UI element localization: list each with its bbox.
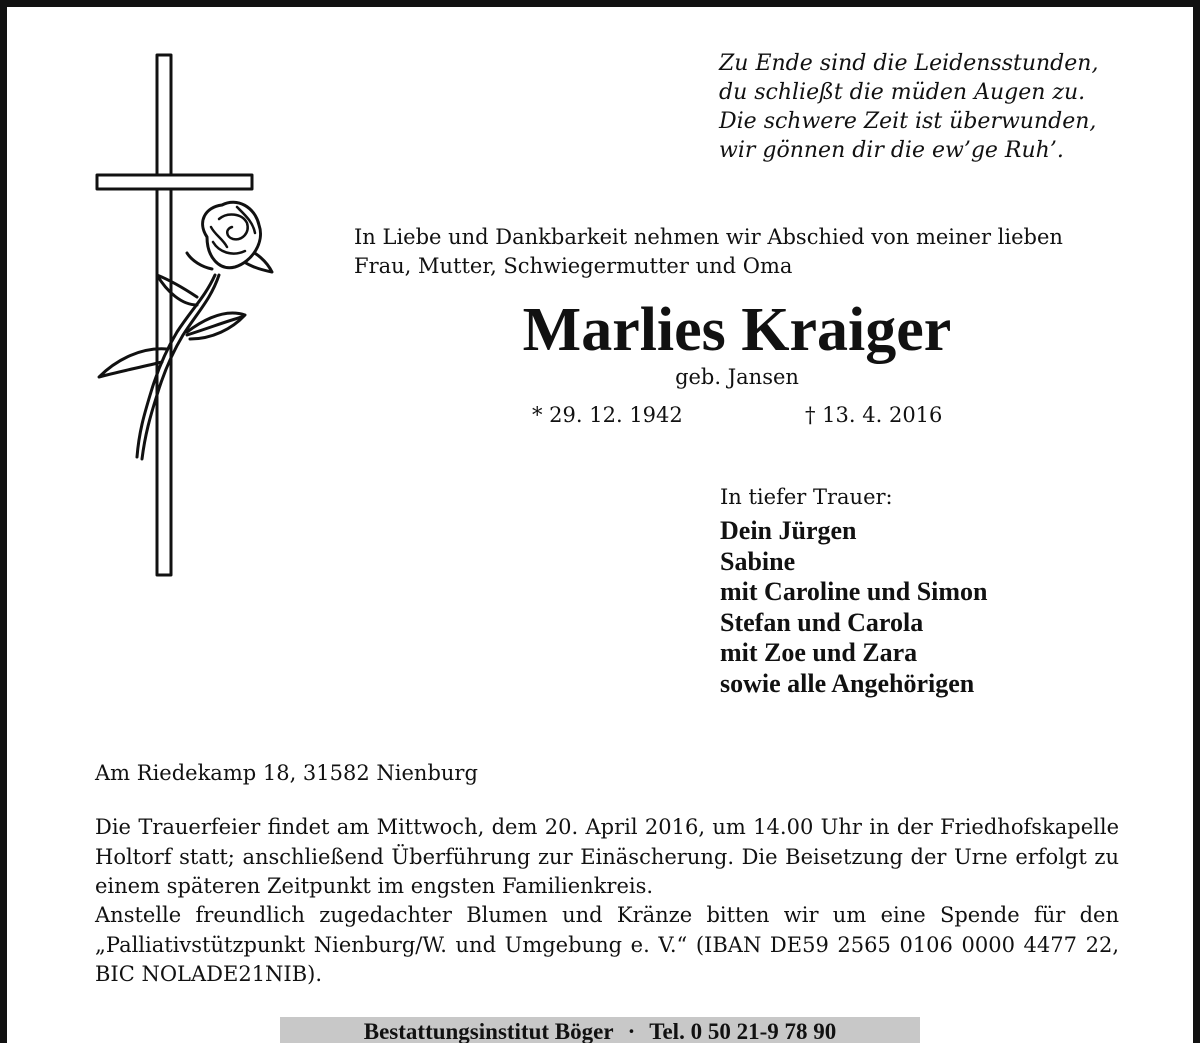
mourner-name: Sabine [720,546,796,576]
intro-line: Frau, Mutter, Schwiegermutter und Oma [354,254,793,278]
mourning-intro: In tiefer Trauer: [720,485,893,509]
poem [719,49,1098,165]
mourner-name: mit Zoe und Zara [720,638,918,667]
ceremony-text: Die Trauerfeier findet am Mittwoch, dem 20. April 2016, um 14.00 Uhr in der Friedhofskapelle Holtorf statt; anschließend Überführung zur Einäscherung. Die Beisetzung der Urne erfolgt zu einem späteren Zeitpunkt im engsten Familienkreis. [95,815,1119,898]
mourner-name: sowie alle Angehörigen [720,668,975,698]
funeral-home-name: Bestattungsinstitut Böger [363,1019,614,1043]
funeral-home-footer [280,1017,920,1043]
mourner-name: Dein Jürgen [720,516,857,545]
poem-line: du schließt die müden Augen zu. [719,80,1086,105]
death-date: † 13. 4. 2016 [805,403,943,427]
poem-line: wir gönnen dir die ew’ge Ruh’. [719,138,1064,163]
maiden-name: geb. Jansen [675,365,799,389]
mourner-name: mit Caroline und Simon [720,577,988,606]
birth-date: * 29. 12. 1942 [532,403,683,427]
address: Am Riedekamp 18, 31582 Nienburg [95,761,478,785]
mourners-list [720,516,988,699]
funeral-home-phone: Tel. 0 50 21-9 78 90 [649,1019,837,1043]
intro-line: In Liebe und Dankbarkeit nehmen wir Abschied von meiner lieben [354,225,1063,249]
poem-line: Die schwere Zeit ist überwunden, [719,109,1097,134]
footer-separator: · [627,1019,636,1043]
deceased-name: Marlies Kraiger [522,296,952,364]
poem-line: Zu Ende sind die Leidensstunden, [719,51,1099,76]
intro-text [354,223,1063,281]
mourner-name: Stefan und Carola [720,607,924,637]
donation-text: Anstelle freundlich zugedachter Blumen und Kränze bitten wir um eine Spende für den „Palliativstützpunkt Nienburg/W. und Umgebung e. V.“ (IBAN DE59 2565 0106 0000 4477 22, BIC NOLADE21NIB). [95,903,1119,986]
